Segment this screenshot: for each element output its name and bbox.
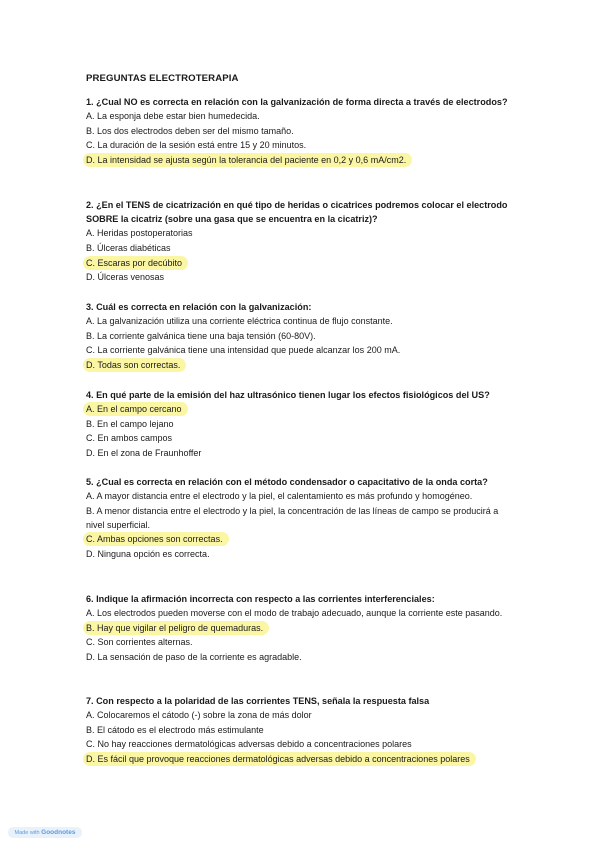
option-d-highlighted: D. Es fácil que provoque reacciones dermatológicas adversas debido a concentraciones polares (83, 752, 476, 766)
question-1 (86, 95, 516, 168)
question-7 (86, 694, 516, 767)
goodnotes-watermark[interactable] (8, 827, 82, 838)
question-6 (86, 592, 516, 664)
option-a: A. Colocaremos el cátodo (-) sobre la zona de más dolor (86, 710, 312, 721)
option-b-highlighted: B. Hay que vigilar el peligro de quemaduras. (83, 621, 269, 635)
option-b: B. El cátodo es el electrodo más estimulante (86, 724, 264, 735)
option-c: C. La duración de la sesión está entre 15 y 20 minutos. (86, 140, 307, 151)
option-a: A. La galvanización utiliza una corriente eléctrica continua de flujo constante. (86, 316, 393, 327)
question-text: 3. Cuál es correcta en relación con la galvanización: (86, 302, 312, 312)
watermark-brand: Goodnotes (41, 829, 76, 836)
option-c: C. No hay reacciones dermatológicas adversas debido a concentraciones polares (86, 739, 412, 750)
question-text: 4. En qué parte de la emisión del haz ultrasónico tienen lugar los efectos fisiológicos del US? (86, 390, 490, 400)
question-text: 2. ¿En el TENS de cicatrización en qué tipo de heridas o cicatrices podremos colocar el electrodo SOBRE la cicatriz (sobre una gasa que se encuentra en la cicatriz)? (86, 200, 508, 225)
question-text: 7. Con respecto a la polaridad de las corrientes TENS, señala la respuesta falsa (86, 696, 430, 706)
option-b: B. A menor distancia entre el electrodo y la piel, la concentración de las líneas de campo se producirá a nivel superficial. (86, 505, 499, 531)
option-d-highlighted: D. Todas son correctas. (83, 358, 186, 372)
question-2 (86, 198, 516, 285)
document-title: PREGUNTAS ELECTROTERAPIA (86, 73, 239, 84)
option-a: A. A mayor distancia entre el electrodo y la piel, el calentamiento es más profundo y homogéneo. (86, 491, 473, 502)
option-d: D. En el zona de Fraunhoffer (86, 447, 202, 458)
option-a-highlighted: A. En el campo cercano (83, 402, 188, 416)
question-text: 5. ¿Cual es correcta en relación con el método condensador o capacitativo de la onda corta? (86, 477, 488, 487)
option-d: D. La sensación de paso de la corriente es agradable. (86, 651, 302, 662)
option-a: A. Heridas postoperatorias (86, 228, 193, 239)
option-c: C. En ambos campos (86, 433, 173, 444)
option-c-highlighted: C. Escaras por decúbito (83, 256, 188, 270)
option-b: B. En el campo lejano (86, 418, 174, 429)
option-d-highlighted: D. La intensidad se ajusta según la tolerancia del paciente en 0,2 y 0,6 mA/cm2. (83, 153, 412, 167)
option-c: C. La corriente galvánica tiene una intensidad que puede alcanzar los 200 mA. (86, 345, 401, 356)
watermark-prefix: Made with (14, 830, 40, 836)
option-b: B. Los dos electrodos deben ser del mismo tamaño. (86, 125, 294, 136)
question-text: 6. Indique la afirmación incorrecta con respecto a las corrientes interferenciales: (86, 594, 435, 604)
question-text: 1. ¿Cual NO es correcta en relación con la galvanización de forma directa a través de electrodos? (86, 97, 508, 107)
option-d: D. Úlceras venosas (86, 272, 165, 283)
option-a: A. Los electrodos pueden moverse con el modo de trabajo adecuado, aunque la corriente este pasando. (86, 608, 503, 619)
question-4 (86, 388, 516, 461)
option-a: A. La esponja debe estar bien humedecida. (86, 111, 260, 122)
option-b: B. Úlceras diabéticas (86, 243, 171, 253)
question-5 (86, 475, 516, 562)
option-b: B. La corriente galvánica tiene una baja tensión (60-80V). (86, 330, 316, 341)
question-3 (86, 300, 516, 373)
option-d: D. Ninguna opción es correcta. (86, 549, 210, 560)
option-c-highlighted: C. Ambas opciones son correctas. (83, 532, 229, 546)
option-c: C. Son corrientes alternas. (86, 637, 193, 648)
